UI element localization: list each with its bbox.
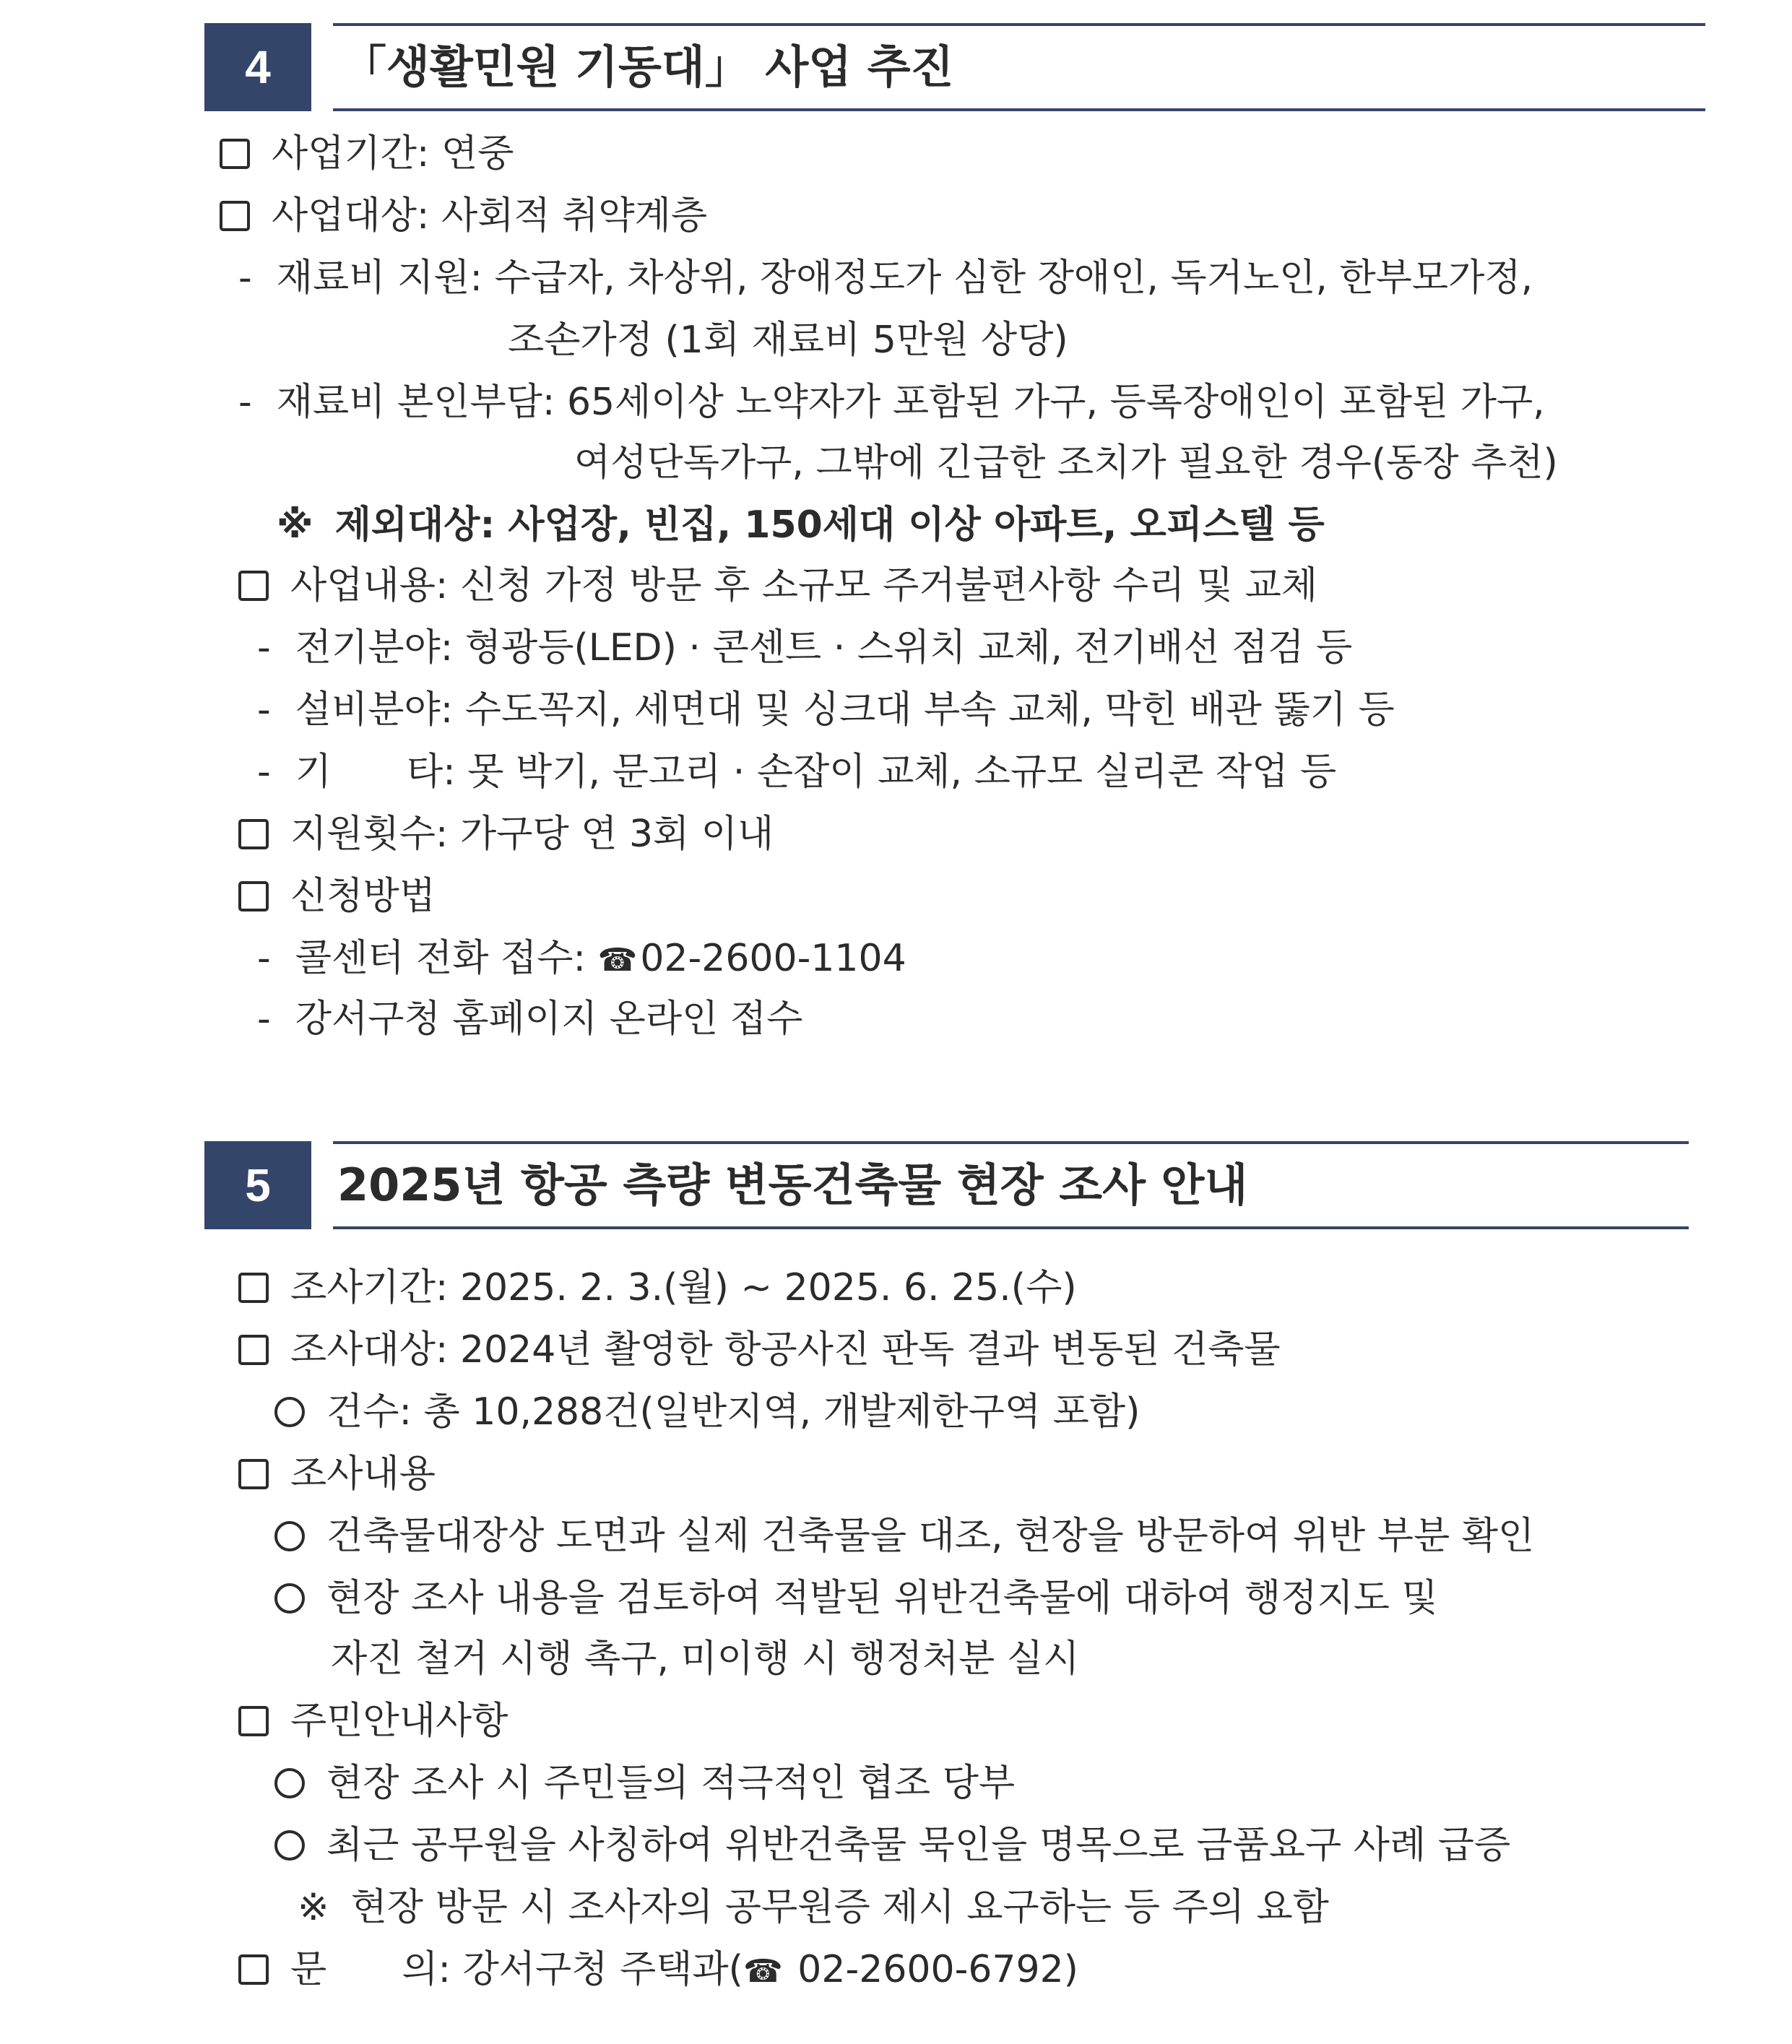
circle-bullet-icon: [274, 1397, 305, 1427]
material-support-item: [238, 253, 1533, 303]
online-text: 강서구청 홈페이지 온라인 접수: [295, 997, 803, 1041]
survey-content-1-text: 건축물대장상 도면과 실제 건축물을 대조, 현장을 방문하여 위반 부분 확인: [326, 1515, 1535, 1558]
etc-item: [257, 747, 1336, 797]
section-number-badge: 4: [204, 23, 311, 111]
dash-bullet: -: [238, 256, 252, 300]
section-title: 2025년 항공 측량 변동건축물 현장 조사 안내: [337, 1159, 1248, 1211]
frequency-text: 지원횟수: 가구당 연 3회 이내: [290, 813, 774, 856]
checkbox-icon: [238, 1706, 269, 1736]
survey-target-item: [238, 1325, 1281, 1375]
material-support-continued: [508, 315, 1068, 365]
checkbox-icon: [238, 1335, 269, 1365]
dash-bullet: -: [257, 937, 271, 980]
self-pay-text-2: 여성단독가구, 그밖에 긴급한 조치가 필요한 경우(동장 추천): [574, 441, 1558, 485]
dash-bullet: -: [257, 750, 271, 794]
phone-icon: ☎: [597, 942, 638, 979]
dash-bullet: -: [257, 997, 271, 1041]
self-pay-text: 재료비 본인부담: 65세이상 노약자가 포함된 가구, 등록장애인이 포함된 가구,: [276, 381, 1545, 424]
survey-period-item: [238, 1263, 1077, 1313]
checkbox-icon: [238, 1459, 269, 1489]
survey-content-item: [238, 1449, 436, 1499]
checkbox-icon: [238, 571, 269, 601]
survey-target-text: 조사대상: 2024년 촬영한 항공사진 판독 결과 변동된 건축물: [290, 1328, 1281, 1372]
checkbox-icon: [238, 881, 269, 911]
survey-content-2: [274, 1573, 1438, 1624]
notice-2-text: 최근 공무원을 사칭하여 위반건축물 묵인을 명목으로 금품요구 사례 급증: [326, 1824, 1511, 1867]
survey-content-text: 조사내용: [290, 1452, 436, 1496]
electric-item: [257, 623, 1352, 673]
plumbing-item: [257, 685, 1395, 735]
count-text: 건수: 총 10,288건(일반지역, 개발제한구역 포함): [326, 1390, 1140, 1434]
checkbox-icon: [220, 201, 250, 231]
apply-method-item: [238, 871, 436, 922]
reference-mark: ※: [277, 503, 313, 547]
survey-period-text: 조사기간: 2025. 2. 3.(월) ~ 2025. 6. 25.(수): [290, 1266, 1077, 1309]
inquiry-tel: 02-2600-6792): [785, 1948, 1078, 1991]
plumbing-text: 설비분야: 수도꼭지, 세면대 및 싱크대 부속 교체, 막힌 배관 뚫기 등: [295, 688, 1395, 732]
apply-method-text: 신청방법: [290, 875, 436, 918]
header-rule-top: [333, 1141, 1689, 1144]
count-item: [274, 1387, 1140, 1437]
online-item: [257, 994, 802, 1044]
electric-text: 전기분야: 형광등(LED) · 콘센트 · 스위치 교체, 전기배선 점검 등: [295, 626, 1353, 670]
content-item: [238, 560, 1317, 611]
notice-item: [238, 1696, 508, 1746]
frequency-item: [238, 809, 774, 859]
header-rule-bottom: [333, 1226, 1689, 1229]
notice-3: [298, 1882, 1329, 1933]
self-pay-item: [238, 377, 1545, 428]
section-5-header: [204, 1141, 1555, 1229]
notice-2: [274, 1820, 1510, 1871]
section-title: 「생활민원 기동대」 사업 추진: [342, 40, 954, 93]
notice-text: 주민안내사항: [290, 1699, 508, 1743]
etc-text: 기 타: 못 박기, 문고리 · 손잡이 교체, 소규모 실리콘 작업 등: [295, 750, 1337, 794]
call-center-text: 콜센터 전화 접수:: [295, 937, 598, 980]
period-item: [220, 129, 514, 179]
checkbox-icon: [238, 819, 269, 849]
notice-1: [274, 1758, 1015, 1809]
circle-bullet-icon: [274, 1768, 305, 1798]
header-rule-top: [333, 23, 1705, 26]
self-pay-continued: [574, 438, 1558, 488]
section-4-header: [204, 23, 1570, 111]
dash-bullet: -: [257, 626, 271, 670]
survey-content-2-continued: [331, 1634, 1079, 1684]
phone-icon: ☎: [743, 1953, 783, 1990]
circle-bullet-icon: [274, 1830, 305, 1861]
survey-content-1: [274, 1511, 1534, 1562]
call-center-tel: 02-2600-1104: [640, 937, 906, 980]
reference-mark: ※: [298, 1886, 329, 1929]
material-support-text: 재료비 지원: 수급자, 차상위, 장애정도가 심한 장애인, 독거노인, 한부모가정,: [276, 256, 1533, 300]
checkbox-icon: [220, 139, 250, 169]
dash-bullet: -: [238, 381, 252, 424]
target-item: [220, 191, 707, 241]
material-support-text-2: 조손가정 (1회 재료비 5만원 상당): [508, 319, 1068, 362]
notice-1-text: 현장 조사 시 주민들의 적극적인 협조 당부: [326, 1762, 1016, 1805]
survey-content-2b-text: 자진 철거 시행 촉구, 미이행 시 행정처분 실시: [331, 1637, 1080, 1681]
exclusion-text: 제외대상: 사업장, 빈집, 150세대 이상 아파트, 오피스텔 등: [334, 503, 1325, 547]
survey-content-2-text: 현장 조사 내용을 검토하여 적발된 위반건축물에 대하여 행정지도 및: [326, 1577, 1438, 1620]
content-text: 사업내용: 신청 가정 방문 후 소규모 주거불편사항 수리 및 교체: [290, 564, 1318, 607]
dash-bullet: -: [257, 688, 271, 732]
checkbox-icon: [238, 1273, 269, 1303]
exclusion-note: [277, 500, 1325, 550]
checkbox-icon: [238, 1954, 269, 1985]
period-text: 사업기간: 연중: [272, 132, 514, 176]
header-rule-bottom: [333, 108, 1705, 111]
notice-3-text: 현장 방문 시 조사자의 공무원증 제시 요구하는 등 주의 요함: [350, 1886, 1329, 1929]
section-number-badge: 5: [204, 1141, 311, 1229]
inquiry-item: [238, 1944, 1078, 1995]
circle-bullet-icon: [274, 1521, 305, 1551]
call-center-item: [257, 933, 906, 984]
target-text: 사업대상: 사회적 취약계층: [272, 194, 708, 238]
circle-bullet-icon: [274, 1583, 305, 1614]
inquiry-text: 문 의: 강서구청 주택과(: [290, 1948, 743, 1991]
